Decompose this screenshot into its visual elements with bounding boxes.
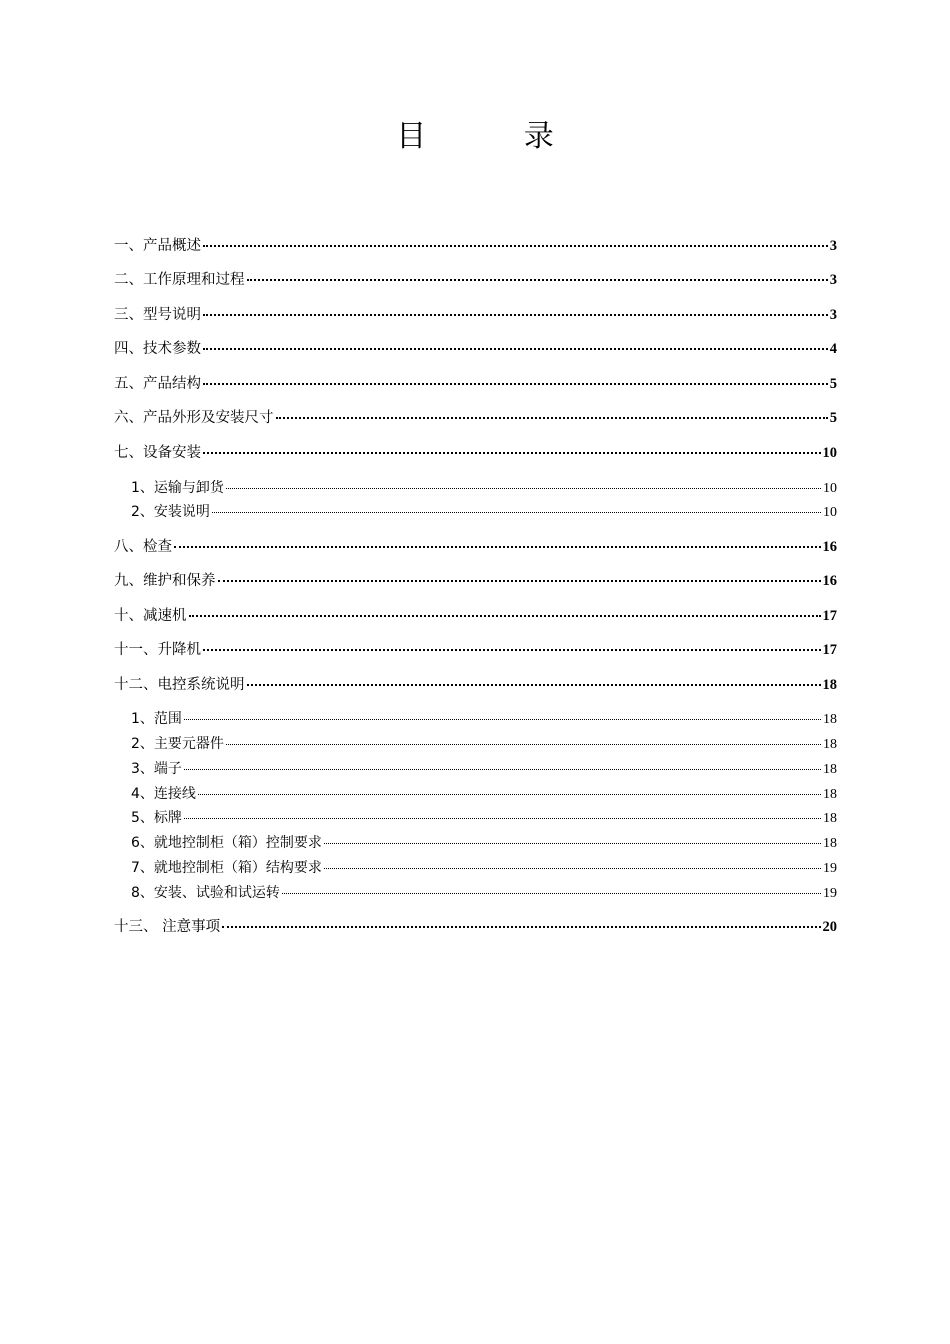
toc-entry-label: 二、工作原理和过程 (114, 272, 245, 288)
toc-entry-label: 九、维护和保养 (114, 573, 216, 589)
toc-entry-page: 16 (822, 573, 837, 589)
dot-leader (226, 487, 821, 489)
toc-entry-label: 1、运输与卸货 (131, 480, 224, 496)
dot-leader (184, 817, 821, 819)
toc-entry-page: 18 (823, 762, 837, 777)
dot-leader (189, 614, 821, 617)
toc-subentry[interactable] (131, 808, 837, 829)
toc-subentry[interactable] (131, 759, 837, 780)
dot-leader (184, 718, 821, 720)
toc-entry-label: 2、主要元器件 (131, 736, 224, 752)
dot-leader (282, 892, 821, 894)
toc-entry-page: 4 (829, 341, 837, 357)
dot-leader (203, 347, 828, 350)
dot-leader (203, 648, 821, 651)
dot-leader (212, 511, 821, 513)
toc-entry-label: 6、就地控制柜（箱）控制要求 (131, 835, 322, 851)
toc-entry-label: 1、范围 (131, 711, 182, 727)
toc-subentry[interactable] (131, 883, 837, 904)
dot-leader (276, 416, 828, 419)
dot-leader (324, 842, 821, 844)
toc-entry-page: 19 (823, 886, 837, 901)
toc-entry-label: 三、型号说明 (114, 307, 201, 323)
toc-entry-label: 3、端子 (131, 761, 182, 777)
toc-entry-page: 10 (822, 445, 837, 461)
toc-entry[interactable] (114, 640, 837, 660)
toc-entry-page: 5 (829, 410, 837, 426)
toc-entry[interactable] (114, 339, 837, 359)
dot-leader (203, 244, 828, 247)
toc-entry-label: 六、产品外形及安装尺寸 (114, 410, 274, 426)
toc-entry-label: 七、设备安装 (114, 445, 201, 461)
toc-subentry[interactable] (131, 734, 837, 755)
toc-entry-page: 18 (822, 677, 837, 693)
toc-entry-page: 17 (822, 642, 837, 658)
dot-leader (203, 382, 828, 385)
toc-entry-page: 10 (823, 481, 837, 496)
dot-leader (203, 313, 828, 316)
toc-entry-label: 八、检查 (114, 539, 172, 555)
toc-subentry[interactable] (131, 502, 837, 523)
dot-leader (247, 278, 828, 281)
toc-entry-label: 十二、电控系统说明 (114, 677, 245, 693)
toc-entry[interactable] (114, 443, 837, 463)
toc-entry-page: 18 (823, 836, 837, 851)
toc-entry-page: 19 (823, 861, 837, 876)
toc-subentry[interactable] (131, 784, 837, 805)
toc-entry[interactable] (114, 917, 837, 937)
toc-subentry[interactable] (131, 478, 837, 499)
toc-entry-label: 8、安装、试验和试运转 (131, 885, 280, 901)
toc-entry-page: 3 (829, 307, 837, 323)
toc-subentry[interactable] (131, 833, 837, 854)
toc-entry-page: 3 (829, 238, 837, 254)
toc-entry[interactable] (114, 675, 837, 695)
toc-entry-label: 五、产品结构 (114, 376, 201, 392)
toc-entry-label: 十三、 注意事项 (114, 919, 221, 935)
toc-entry[interactable] (114, 606, 837, 626)
toc-entry-label: 4、连接线 (131, 786, 196, 802)
toc-entry[interactable] (114, 305, 837, 325)
toc-entry[interactable] (114, 270, 837, 290)
dot-leader (222, 925, 820, 928)
dot-leader (198, 793, 821, 795)
toc-subentry[interactable] (131, 709, 837, 730)
toc-entry[interactable] (114, 408, 837, 428)
page-title: 目 录 (396, 119, 598, 154)
toc-entry-label: 十一、升降机 (114, 642, 201, 658)
toc-entry-page: 10 (823, 505, 837, 520)
toc-entry[interactable] (114, 374, 837, 394)
toc-entry[interactable] (114, 236, 837, 256)
toc-subentry[interactable] (131, 858, 837, 879)
dot-leader (247, 683, 821, 686)
toc-entry-page: 3 (829, 272, 837, 288)
toc-entry[interactable] (114, 537, 837, 557)
toc-entry-label: 5、标牌 (131, 810, 182, 826)
dot-leader (324, 867, 821, 869)
dot-leader (226, 743, 821, 745)
toc-entry-label: 一、产品概述 (114, 238, 201, 254)
dot-leader (218, 579, 821, 582)
toc-entry-page: 16 (822, 539, 837, 555)
toc-entry-page: 18 (823, 811, 837, 826)
toc-entry[interactable] (114, 571, 837, 591)
toc-entry-label: 2、安装说明 (131, 504, 210, 520)
dot-leader (203, 451, 821, 454)
toc-entry-page: 20 (822, 919, 837, 935)
toc-entry-label: 四、技术参数 (114, 341, 201, 357)
toc-entry-label: 7、就地控制柜（箱）结构要求 (131, 860, 322, 876)
toc-entry-page: 5 (829, 376, 837, 392)
toc-entry-page: 18 (823, 787, 837, 802)
toc-entry-page: 18 (823, 712, 837, 727)
toc-entry-label: 十、减速机 (114, 608, 187, 624)
toc-entry-page: 18 (823, 737, 837, 752)
dot-leader (184, 768, 821, 770)
toc-entry-page: 17 (822, 608, 837, 624)
dot-leader (174, 545, 821, 548)
